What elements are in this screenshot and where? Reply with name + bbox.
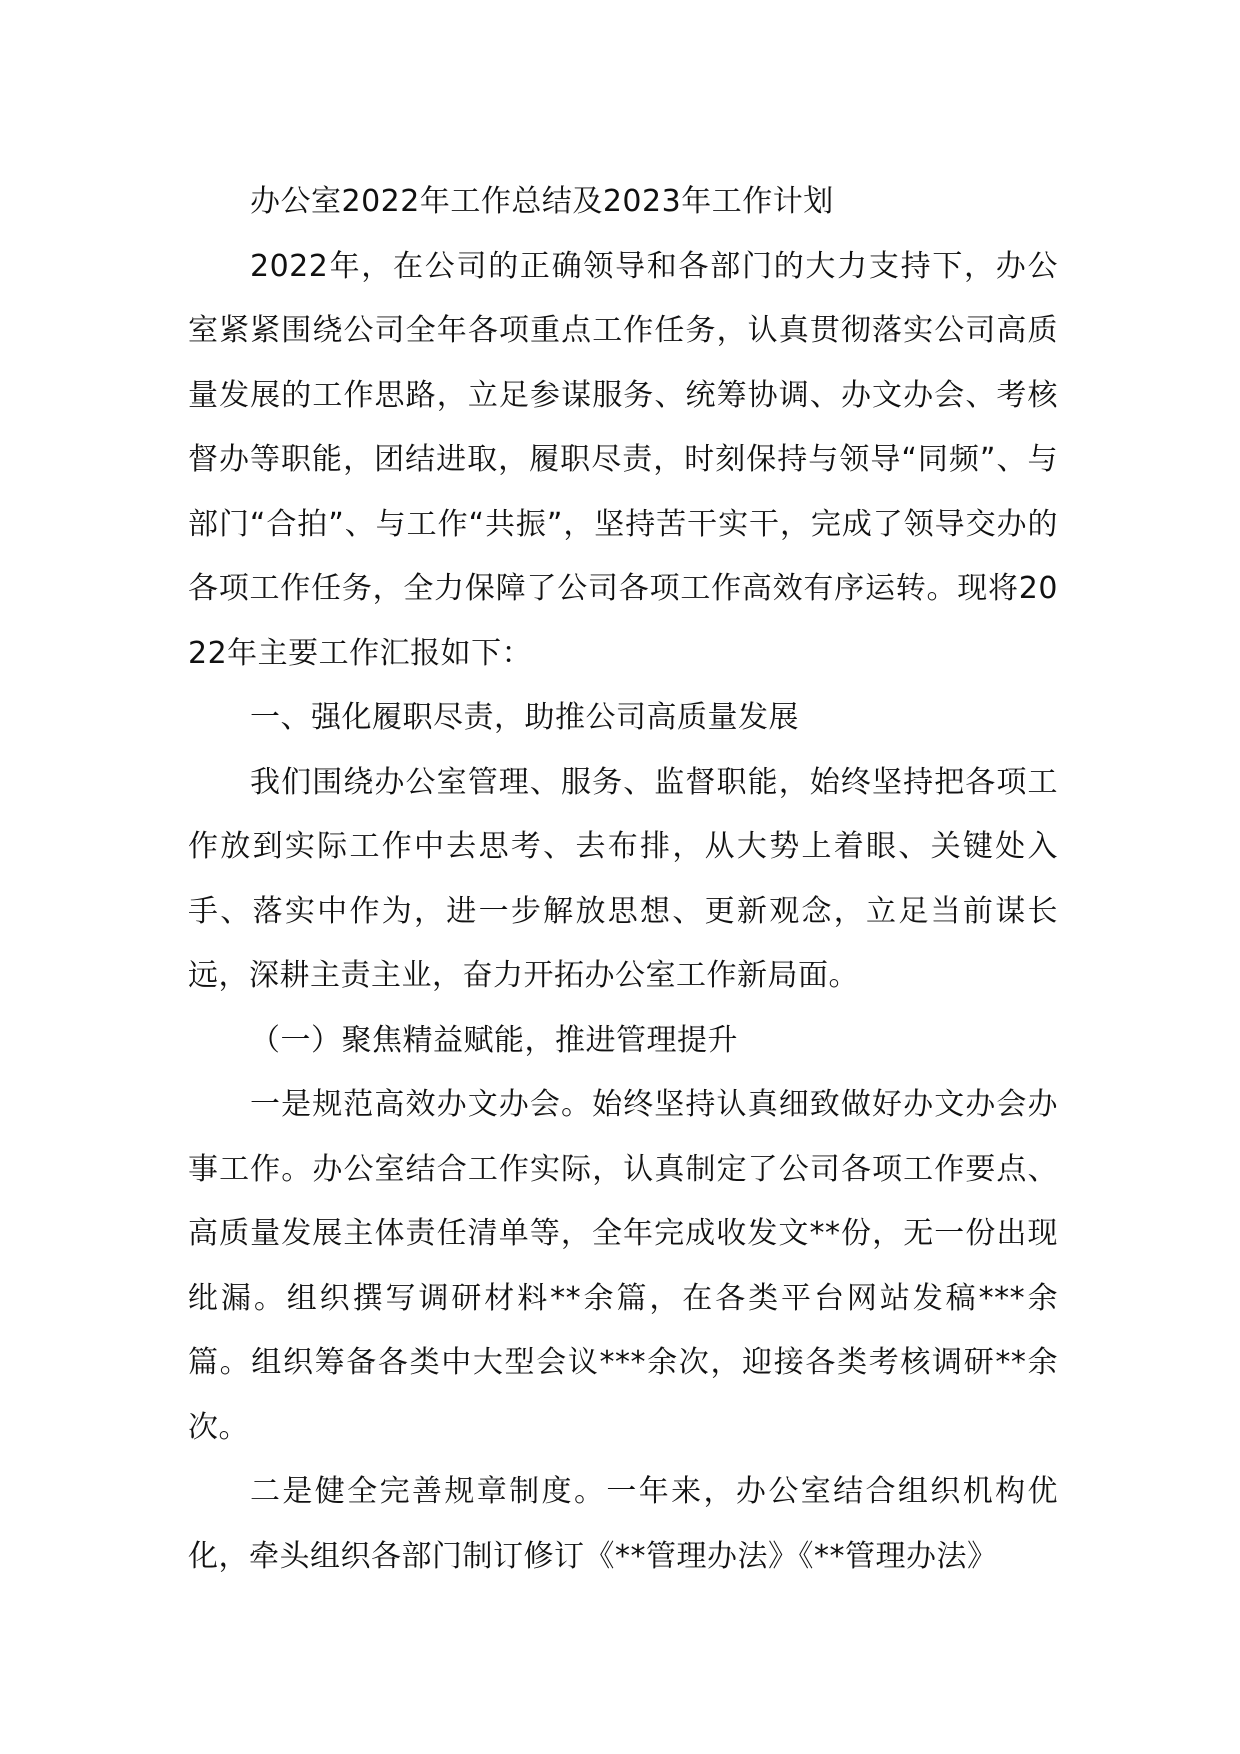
- point-one-paragraph: 一是规范高效办文办会。始终坚持认真细致做好办文办会办事工作。办公室结合工作实际，认真制定了公司各项工作要点、高质量发展主体责任清单等，全年完成收发文**份，无一份出现纰漏。组织撰写调研材料**余篇，在各类平台网站发稿***余篇。组织筹备各类中大型会议***余次，迎接各类考核调研**余次。: [188, 1087, 1058, 1445]
- document-title: 办公室2022年工作总结及2023年工作计划: [250, 184, 834, 219]
- section-heading-1: 一、强化履职尽责，助推公司高质量发展: [250, 700, 799, 735]
- intro-paragraph: 2022年，在公司的正确领导和各部门的大力支持下，办公室紧紧围绕公司全年各项重点工作任务，认真贯彻落实公司高质量发展的工作思路，立足参谋服务、统筹协调、办文办会、考核督办等职能，团结进取，履职尽责，时刻保持与领导“同频”、与部门“合拍”、与工作“共振”，坚持苦干实干，完成了领导交办的各项工作任务，全力保障了公司各项工作高效有序运转。现将2022年主要工作汇报如下：: [188, 248, 1058, 671]
- document-body: [188, 170, 1058, 1589]
- subsection-heading-1: （一）聚焦精益赋能，推进管理提升: [250, 1022, 738, 1058]
- section-1-paragraph: 我们围绕办公室管理、服务、监督职能，始终坚持把各项工作放到实际工作中去思考、去布排，从大势上着眼、关键处入手、落实中作为，进一步解放思想、更新观念，立足当前谋长远，深耕主责主业，奋力开拓办公室工作新局面。: [188, 764, 1058, 993]
- point-two-paragraph: 二是健全完善规章制度。一年来，办公室结合组织机构优化，牵头组织各部门制订修订《**管理办法》《**管理办法》: [188, 1474, 1058, 1574]
